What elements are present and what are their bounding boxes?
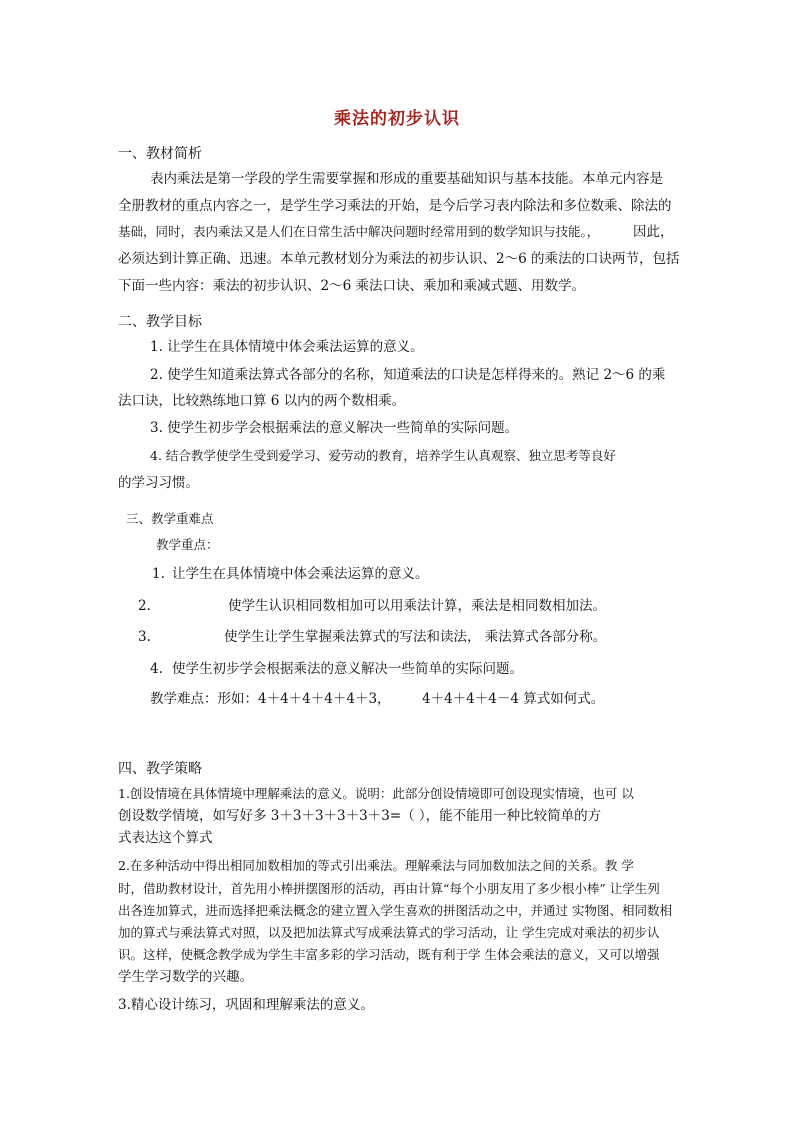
section3-heading: 三、教学重难点 [126, 511, 214, 526]
strategy-line: 出各连加算式，进而选择把乘法概念的建立置入学生喜欢的拼图活动之中，并通过 实物图、相同数相 [118, 903, 672, 918]
section1-line: 必须达到计算正确、迅速。本单元教材划分为乘法的初步认识、2～6 的乘法的口诀两节，包括 [118, 251, 680, 267]
section1-line: 因此， [633, 224, 674, 240]
objective-item: 法口诀，比较熟练地口算 6 以内的两个数相乘。 [118, 393, 406, 409]
section1-line: 基础，同时，表内乘法又是人们在日常生活中解决问题时经常用到的数学知识与技能。， [118, 224, 600, 239]
difficulty-point-expression: 4＋4＋4＋4－4 算式如何式。 [422, 691, 605, 707]
section1-line: 表内乘法是第一学段的学生需要掌握和形成的重要基础知识与基本技能。本单元内容是 [150, 171, 663, 187]
strategy-line: 加的算式与乘法算式对照，以及把加法算式写成乘法算式的学习活动，让 学生完成对乘法的初步认 [118, 925, 660, 940]
strategy-line: 学生学习数学的兴趣。 [118, 969, 253, 985]
key-point-text: 让学生在具体情境中体会乘法运算的意义。 [172, 566, 429, 582]
key-point-text: 使学生让学生掌握乘法算式的写法和读法， 乘法算式各部分称。 [224, 629, 607, 645]
difficulty-point: 教学难点：形如：4＋4＋4＋4＋4＋3， [150, 691, 391, 707]
strategy-line: 创设数学情境，如写好多 3＋3＋3＋3＋3＋3=（ ），能不能用一种比较简单的方 [118, 808, 602, 824]
section1-heading: 一、教材简析 [118, 146, 202, 162]
strategy-line: 1.创设情境在具体情境中理解乘法的意义。说明：此部分创设情境即可创设现实情境，也可 以 [118, 786, 634, 801]
key-point-number: 1. [152, 566, 165, 582]
strategy-line: 时，借助教材设计，首先用小棒拼摆图形的活动，再由计算“每个小朋友用了多少根小棒” 让学生列 [118, 881, 660, 896]
key-point-number: 4. [150, 661, 163, 677]
section1-line: 下面一些内容：乘法的初步认识、2～6 乘法口诀、乘加和乘减式题、用数学。 [118, 278, 585, 294]
key-point-text: 使学生认识相同数相加可以用乘法计算，乘法是相同数相加法。 [228, 598, 606, 614]
section4-heading: 四、教学策略 [118, 761, 202, 777]
objective-item: 2. 使学生知道乘法算式各部分的名称，知道乘法的口诀是怎样得来的。熟记 2～6 的乘 [150, 367, 666, 383]
key-point-text: 使学生初步学会根据乘法的意义解决一些简单的实际问题。 [172, 661, 523, 677]
objective-item: 3. 使学生初步学会根据乘法的意义解决一些简单的实际问题。 [150, 420, 519, 436]
strategy-line: 式表达这个算式 [118, 830, 213, 846]
key-points-label: 教学重点： [156, 537, 219, 552]
document-title: 乘法的初步认识 [334, 109, 460, 129]
section2-heading: 二、教学目标 [118, 314, 202, 330]
key-point-number: 3. [138, 629, 151, 645]
strategy-line: 识。这样，使概念教学成为学生丰富多彩的学习活动，既有利于学 生体会乘法的意义，又可以增强 [118, 947, 660, 962]
objective-item: 1. 让学生在具体情境中体会乘法运算的意义。 [150, 339, 424, 355]
section1-line: 全册教材的重点内容之一，是学生学习乘法的开始，是今后学习表内除法和多位数乘、除法的 [118, 198, 672, 214]
objective-item: 4. 结合教学使学生受到爱学习、爱劳动的教育，培养学生认真观察、独立思考等良好 [150, 448, 616, 463]
objective-item: 的学习习惯。 [118, 475, 199, 491]
key-point-number: 2. [138, 598, 151, 614]
strategy-line: 3.精心设计练习，巩固和理解乘法的意义。 [118, 997, 374, 1013]
strategy-line: 2.在多种活动中得出相同加数相加的等式引出乘法。理解乘法与同加数加法之间的关系。教 学 [118, 858, 634, 873]
